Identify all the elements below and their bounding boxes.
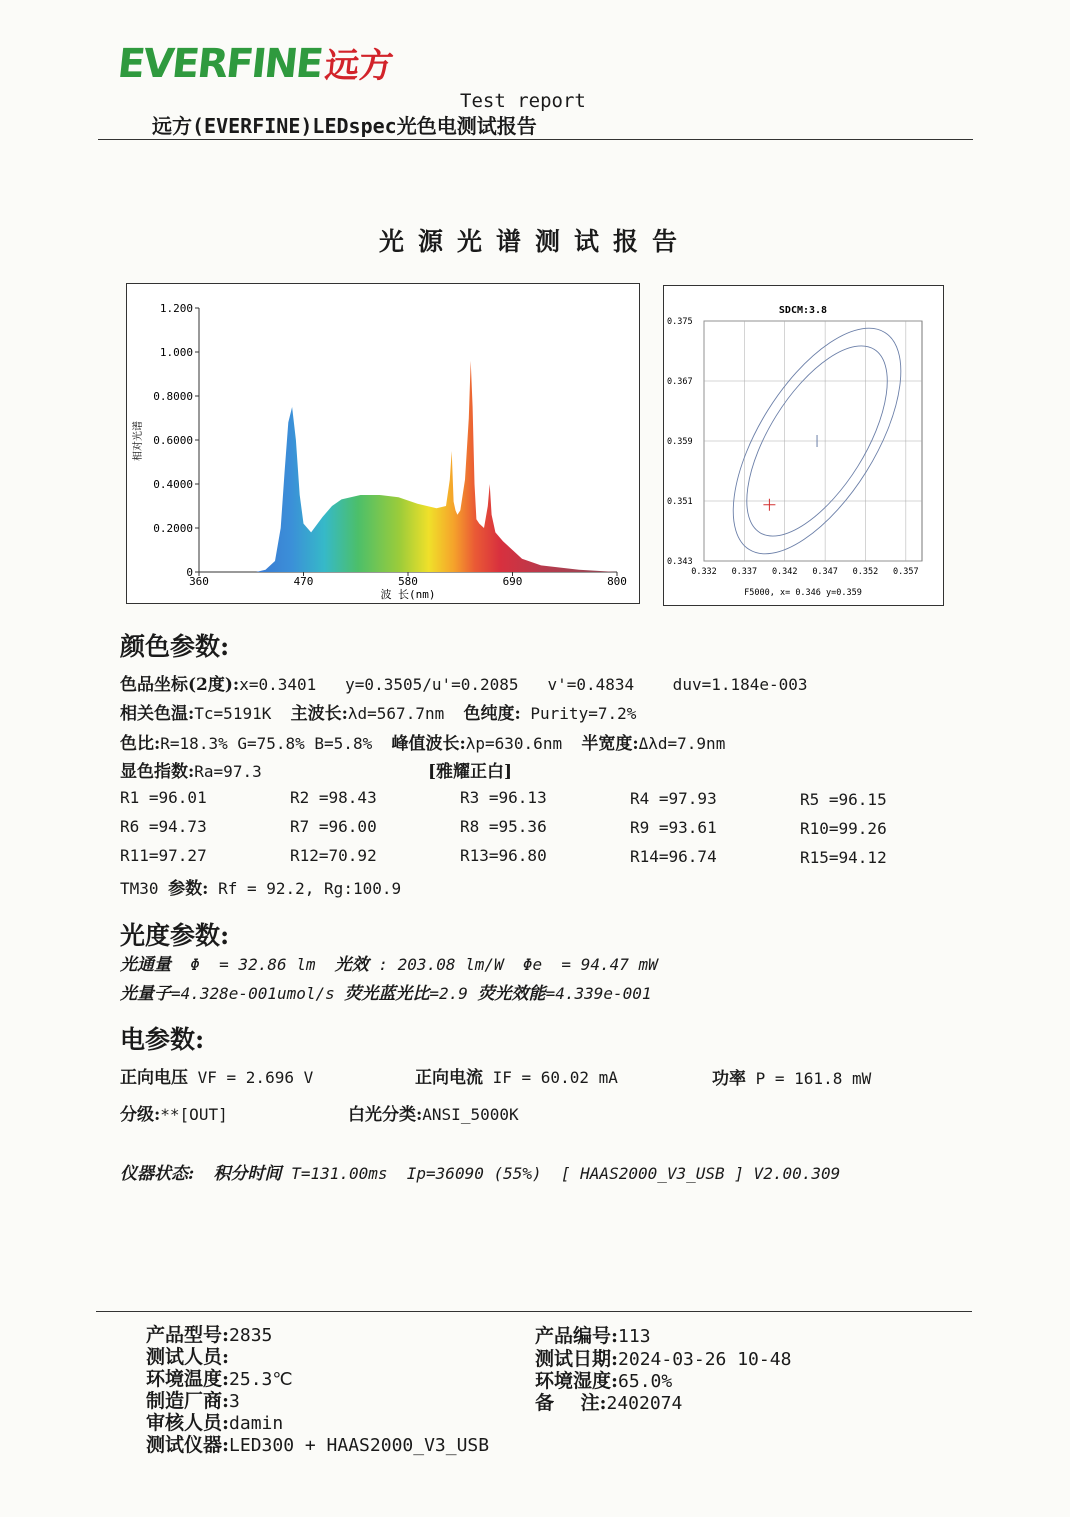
footer-value: 25.3℃ <box>229 1369 293 1390</box>
tm30-value: Rf = 92.2, Rg:100.9 <box>208 879 402 898</box>
power-key: 功率 <box>712 1069 746 1089</box>
bin-value: **[OUT] <box>160 1105 228 1124</box>
cct-line <box>120 699 636 724</box>
peak-wl-key: 峰值波长: <box>391 734 466 754</box>
instrument-key: 仪器状态: <box>120 1164 195 1184</box>
spectrum-chart <box>126 283 640 604</box>
dominant-wl-value: λd=567.7nm <box>347 704 464 723</box>
power-value: P = 161.8 mW <box>746 1069 872 1088</box>
dominant-wl-key: 主波长: <box>290 704 348 724</box>
peak-wl-value: λp=630.6nm <box>465 734 582 753</box>
footer-value: 2835 <box>229 1325 273 1346</box>
fwhm-key: 半宽度: <box>581 734 639 754</box>
white-class-value: ANSI_5000K <box>422 1105 519 1124</box>
y-tick-label: 0.6000 <box>153 434 193 447</box>
bin-item <box>120 1100 228 1125</box>
x-tick-label: 470 <box>293 575 314 588</box>
purity-value: Purity=7.2% <box>520 704 637 723</box>
chromaticity-svg <box>664 286 943 605</box>
color-params-heading: 颜色参数: <box>120 632 230 661</box>
y-tick-label: 0.343 <box>667 557 693 567</box>
phosphor-eff-key: 荧光效能 <box>477 984 546 1004</box>
voltage-item <box>120 1063 313 1088</box>
footer-key: 测试日期: <box>535 1348 619 1370</box>
efficacy-key: 光效 <box>334 955 369 975</box>
footer-key: 环境温度: <box>146 1368 230 1390</box>
everfine-logo <box>115 38 396 87</box>
footer-key: 测试人员: <box>146 1346 230 1368</box>
instrument-value: T=131.00ms Ip=36090 (55%) [ HAAS2000_V3_USB ] V2.00.309 <box>281 1164 841 1183</box>
x-tick-label: 800 <box>607 575 627 588</box>
y-tick-label: 0.4000 <box>153 478 193 491</box>
logo-text: EVERFINE <box>115 41 324 87</box>
y-tick-label: 0.359 <box>667 437 693 447</box>
x-tick-label: 0.352 <box>852 567 879 577</box>
blue-ratio-key: 荧光蓝光比 <box>344 984 430 1004</box>
voltage-key: 正向电压 <box>120 1068 188 1088</box>
y-tick-label: 0.2000 <box>153 522 193 535</box>
cri-key: 显色指数: <box>120 762 195 782</box>
phosphor-eff-value: =4.339e-001 <box>545 984 652 1003</box>
white-class-key: 白光分类: <box>348 1105 423 1125</box>
footer-instrument <box>146 1430 489 1457</box>
voltage-value: VF = 2.696 V <box>188 1068 314 1087</box>
footer-value: 2402074 <box>606 1393 683 1414</box>
x-axis-label: 波 长(nm) <box>380 588 436 601</box>
footer-value: LED300 + HAAS2000_V3_USB <box>229 1435 490 1456</box>
elec-params-heading: 电参数: <box>120 1025 205 1054</box>
r-value: R2 =98.43 <box>290 788 377 807</box>
footer-value: 3 <box>229 1391 240 1412</box>
logo-cn-text: 远方 <box>322 46 396 86</box>
spectrum-svg <box>127 284 639 603</box>
flux-line <box>120 950 658 975</box>
photon-value: =4.328e-001umol/s <box>171 984 345 1003</box>
y-tick-label: 0.375 <box>667 317 693 327</box>
y-tick-label: 0.351 <box>667 497 693 507</box>
cct-value: Tc=5191K <box>194 704 291 723</box>
tm30-prefix: TM30 <box>120 879 169 898</box>
r-value: R14=96.74 <box>630 847 717 866</box>
r-value: R11=97.27 <box>120 846 207 865</box>
footer-key: 审核人员: <box>146 1412 230 1434</box>
r-value: R6 =94.73 <box>120 817 207 836</box>
report-subtitle-cn: 远方(EVERFINE)LEDspec光色电测试报告 <box>152 114 537 138</box>
fwhm-value: Δλd=7.9nm <box>638 734 726 753</box>
y-tick-label: 0 <box>186 566 193 579</box>
footer-key: 环境湿度: <box>535 1370 619 1392</box>
x-tick-label: 580 <box>398 575 418 588</box>
purity-key: 色纯度: <box>463 704 521 724</box>
bin-key: 分级: <box>120 1105 161 1125</box>
cri-value: Ra=97.3 <box>194 762 262 781</box>
footer-value: 2024-03-26 10-48 <box>618 1349 792 1370</box>
x-tick-label: 0.357 <box>893 567 919 577</box>
x-tick-label: 360 <box>189 575 209 588</box>
standard-caption: F5000, x= 0.346 y=0.359 <box>744 588 862 598</box>
y-tick-label: 1.000 <box>159 346 193 359</box>
r-value: R7 =96.00 <box>290 817 377 836</box>
current-value: IF = 60.02 mA <box>483 1068 618 1087</box>
photon-line <box>120 979 652 1004</box>
chromaticity-line <box>120 670 808 695</box>
footer-divider <box>96 1311 972 1312</box>
sdcm-label: SDCM:3.8 <box>778 305 828 316</box>
page-title: 光源光谱测试报告 <box>378 227 691 256</box>
cri-tag: [雅耀正白] <box>428 762 513 782</box>
chromaticity-chart <box>663 285 944 606</box>
header-divider <box>98 139 973 140</box>
efficacy-value: : 203.08 lm/W Φe = 94.47 mW <box>368 955 658 974</box>
footer-value: damin <box>229 1413 284 1434</box>
x-tick-label: 0.347 <box>812 567 838 577</box>
r-value: R5 =96.15 <box>800 790 887 809</box>
r-value: R13=96.80 <box>460 846 547 865</box>
flux-value: Φ = 32.86 lm <box>171 955 335 974</box>
color-ratio-key: 色比: <box>120 734 161 754</box>
footer-key: 备 注: <box>535 1392 607 1414</box>
color-ratio-value: R=18.3% G=75.8% B=5.8% <box>160 734 392 753</box>
flux-key: 光通量 <box>120 955 171 975</box>
r-value: R8 =95.36 <box>460 817 547 836</box>
current-key: 正向电流 <box>415 1068 483 1088</box>
report-subtitle-en: Test report <box>460 90 586 112</box>
y-tick-label: 0.8000 <box>153 390 193 403</box>
photo-params-heading: 光度参数: <box>120 921 230 950</box>
y-tick-label: 0.367 <box>667 377 693 387</box>
footer-key: 制造厂商: <box>146 1390 230 1412</box>
chromaticity-value: x=0.3401 y=0.3505/u'=0.2085 v'=0.4834 duv=1.184e-003 <box>239 675 808 694</box>
power-item <box>712 1064 871 1089</box>
x-tick-label: 0.337 <box>731 567 758 577</box>
footer-value: 113 <box>618 1326 651 1347</box>
r-value: R9 =93.61 <box>630 818 717 837</box>
current-item <box>415 1063 618 1088</box>
footer-key: 产品编号: <box>535 1325 619 1347</box>
tm30-key: 参数: <box>168 879 209 899</box>
cri-line <box>120 757 262 782</box>
r-value: R3 =96.13 <box>460 788 547 807</box>
r-value: R10=99.26 <box>800 819 887 838</box>
r-value: R15=94.12 <box>800 848 887 867</box>
tm30-line <box>120 874 401 899</box>
x-tick-label: 690 <box>502 575 523 588</box>
color-ratio-line <box>120 729 725 754</box>
y-axis-label: 相对光谱 <box>133 421 144 461</box>
instrument-status <box>120 1159 840 1184</box>
r-value: R1 =96.01 <box>120 788 207 807</box>
blue-ratio-value: =2.9 <box>429 984 478 1003</box>
white-class-item <box>348 1100 519 1125</box>
x-tick-label: 0.332 <box>691 567 717 577</box>
footer-key: 测试仪器: <box>146 1434 230 1456</box>
footer-key: 产品型号: <box>146 1324 230 1346</box>
integration-key: 积分时间 <box>213 1164 282 1184</box>
photon-key: 光量子 <box>120 984 171 1004</box>
footer-note <box>535 1388 682 1415</box>
cct-key: 相关色温: <box>120 704 195 724</box>
chromaticity-key: 色品坐标(2度): <box>120 675 240 695</box>
y-tick-label: 1.200 <box>159 302 193 315</box>
r-value: R12=70.92 <box>290 846 377 865</box>
footer-value: 65.0% <box>618 1371 673 1392</box>
r-value: R4 =97.93 <box>630 789 717 808</box>
spectrum-area <box>199 361 617 572</box>
x-tick-label: 0.342 <box>771 567 798 577</box>
